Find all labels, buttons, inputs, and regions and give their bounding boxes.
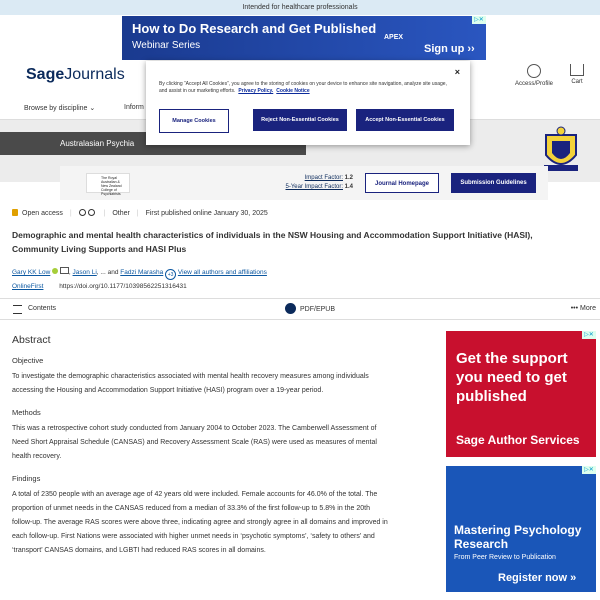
published-date: First published online January 30, 2025 [145, 210, 268, 217]
findings-heading: Findings [12, 474, 41, 483]
more-label: More [580, 305, 596, 312]
article-toolbar [0, 298, 600, 320]
cart-icon [570, 64, 584, 76]
register-now-link[interactable]: Register now » [498, 572, 577, 584]
impact5-factor-row[interactable] [250, 183, 353, 192]
article-meta: Open access | | Other | First published online January 30, 2025 [12, 209, 268, 217]
impact-factor-value: 1.2 [344, 175, 353, 181]
cc-icon[interactable] [79, 209, 86, 216]
journal-homepage-button[interactable]: Journal Homepage [365, 173, 439, 193]
more-button[interactable] [571, 305, 596, 312]
open-access-icon [12, 209, 18, 216]
author-link[interactable]: Jason Li [72, 269, 97, 276]
cookie-consent-dialog [146, 61, 470, 145]
accept-cookies-button[interactable]: Accept Non-Essential Cookies [356, 109, 454, 131]
access-label: Open access [22, 210, 63, 217]
top-ad-banner[interactable] [122, 16, 486, 60]
account-link[interactable] [512, 64, 556, 87]
journal-mini-logo [86, 173, 130, 196]
ad-choices-icon[interactable]: ▷✕ [582, 331, 596, 339]
healthcare-banner: Intended for healthcare professionals [0, 0, 600, 15]
mini-logo-text: The Royal Australian & New Zealand College of Psychiatrists [101, 176, 122, 196]
journal-name: Australasian Psychia [60, 139, 135, 148]
cc-by-icon[interactable] [88, 209, 95, 216]
and-text: and [107, 269, 119, 276]
doi-link[interactable]: https://doi.org/10.1177/10398562251316431 [59, 283, 187, 290]
contents-icon [13, 305, 22, 314]
more-dots-icon: ••• [570, 305, 579, 312]
findings-text: A total of 2350 people with an average age of 42 years old were included. Female accounts for 46.0% of the total. The proportion of unmet needs in the CANSAS reduced from a median of 33.3% of the first follow-up to 5.8% in the 20th follow-up. The average RAS scores were above three, indicating agree and strongly agree in all domains and improved in each follow-up. First Nations were associated with higher unmet needs in ‘psychotic symptoms’, ‘safety to others’ and ‘transport’ CANSAS domains, and LGBTI had reduced RAS scores in all domains. [12, 491, 388, 554]
reject-cookies-button[interactable]: Reject Non-Essential Cookies [253, 109, 347, 131]
onlinefirst-link[interactable]: OnlineFirst [12, 283, 44, 290]
cookie-notice-link[interactable]: Cookie Notice [276, 88, 310, 94]
cookie-text [159, 81, 455, 95]
all-authors-link[interactable]: View all authors and affiliations [177, 269, 267, 276]
methods-text: This was a retrospective cohort study conducted from January 2004 to October 2023. The Camberwell Assessment of Need Short Appraisal Schedule (CANSAS) and Recovery Assessment Scale (RAS) were used as measures of mental health recovery. [12, 425, 377, 460]
author-link[interactable]: Fadzi Marasha [120, 269, 164, 276]
browse-discipline-menu[interactable]: Browse by discipline ⌄ [24, 105, 96, 112]
contents-button[interactable]: Contents [28, 305, 57, 312]
ad-r1-brand: Sage Author Services [456, 433, 580, 447]
ad-choices-icon[interactable]: ▷✕ [472, 16, 486, 24]
pdf-button[interactable] [285, 303, 335, 314]
manage-cookies-button[interactable]: Manage Cookies [159, 109, 229, 133]
ad-headline: How to Do Research and Get Published [132, 21, 377, 36]
ad-signup-link[interactable]: Sign up ›› [424, 43, 475, 55]
close-icon[interactable]: × [454, 67, 460, 77]
ad-choices-icon[interactable]: ▷✕ [582, 466, 596, 474]
article-type: Other [112, 210, 130, 217]
author-list: Gary KK Low , Jason Li, ... and Fadzi Marasha +3 View all authors and affiliations [12, 269, 267, 278]
ad-subhead: Webinar Series [132, 40, 201, 51]
journal-info-bar [60, 166, 548, 200]
objective-text: To investigate the demographic characteristics associated with mental health recovery measures among individuals accessing the Housing and Accommodation Support Initiative (HASI) program over a 19-year period. [12, 373, 369, 394]
cart-link[interactable] [568, 64, 586, 85]
account-label: Access/Profile [514, 81, 553, 87]
more-authors-badge[interactable]: +3 [165, 269, 176, 280]
doi-line [12, 283, 187, 290]
submission-guidelines-button[interactable]: Submission Guidelines [451, 173, 536, 193]
sage-journals-logo[interactable] [26, 66, 125, 84]
email-icon[interactable] [60, 267, 69, 274]
author-link[interactable]: Gary KK Low [12, 269, 51, 276]
impact-factor-label[interactable]: Impact Factor: [304, 175, 343, 181]
cart-label: Cart [571, 79, 583, 85]
impact5-factor-value: 1.4 [344, 184, 353, 190]
sage-author-services-ad[interactable] [446, 331, 596, 457]
ad-r2-sub: From Peer Review to Publication [454, 554, 556, 561]
article-title: Demographic and mental health characteristics of individuals in the NSW Housing and Accommodation Support Initiative (HASI), Community Living Supports and HASI Plus [12, 230, 533, 254]
abstract-heading: Abstract [12, 334, 51, 346]
logo-sage: Sage [26, 66, 65, 83]
author-ellipsis: , ... [96, 269, 106, 276]
abstract-section [12, 334, 392, 568]
user-icon [527, 64, 541, 78]
objective-heading: Objective [12, 356, 44, 365]
cookie-message: By clicking “Accept All Cookies”, you agree to the storing of cookies on your device to enhance site navigation, analyze site usage, and assist in our marketing efforts. [159, 81, 447, 94]
apex-logo: APEX [384, 34, 404, 41]
download-icon [285, 303, 296, 314]
logo-journals: Journals [64, 66, 125, 83]
pdf-label: PDF/EPUB [300, 306, 336, 313]
methods-heading: Methods [12, 408, 41, 417]
privacy-policy-link[interactable]: Privacy Policy. [238, 88, 274, 94]
impact-factor-row[interactable] [250, 174, 353, 183]
information-menu[interactable]: Inform [124, 104, 144, 111]
orcid-icon[interactable] [52, 268, 58, 274]
impact5-factor-label[interactable]: 5-Year Impact Factor: [285, 184, 343, 190]
impact-factors [250, 174, 353, 192]
psychology-research-ad[interactable] [446, 466, 596, 592]
ad-r1-headline: Get the support you need to get published [456, 350, 568, 405]
ad-r2-headline: Mastering Psychology Research [454, 523, 582, 551]
